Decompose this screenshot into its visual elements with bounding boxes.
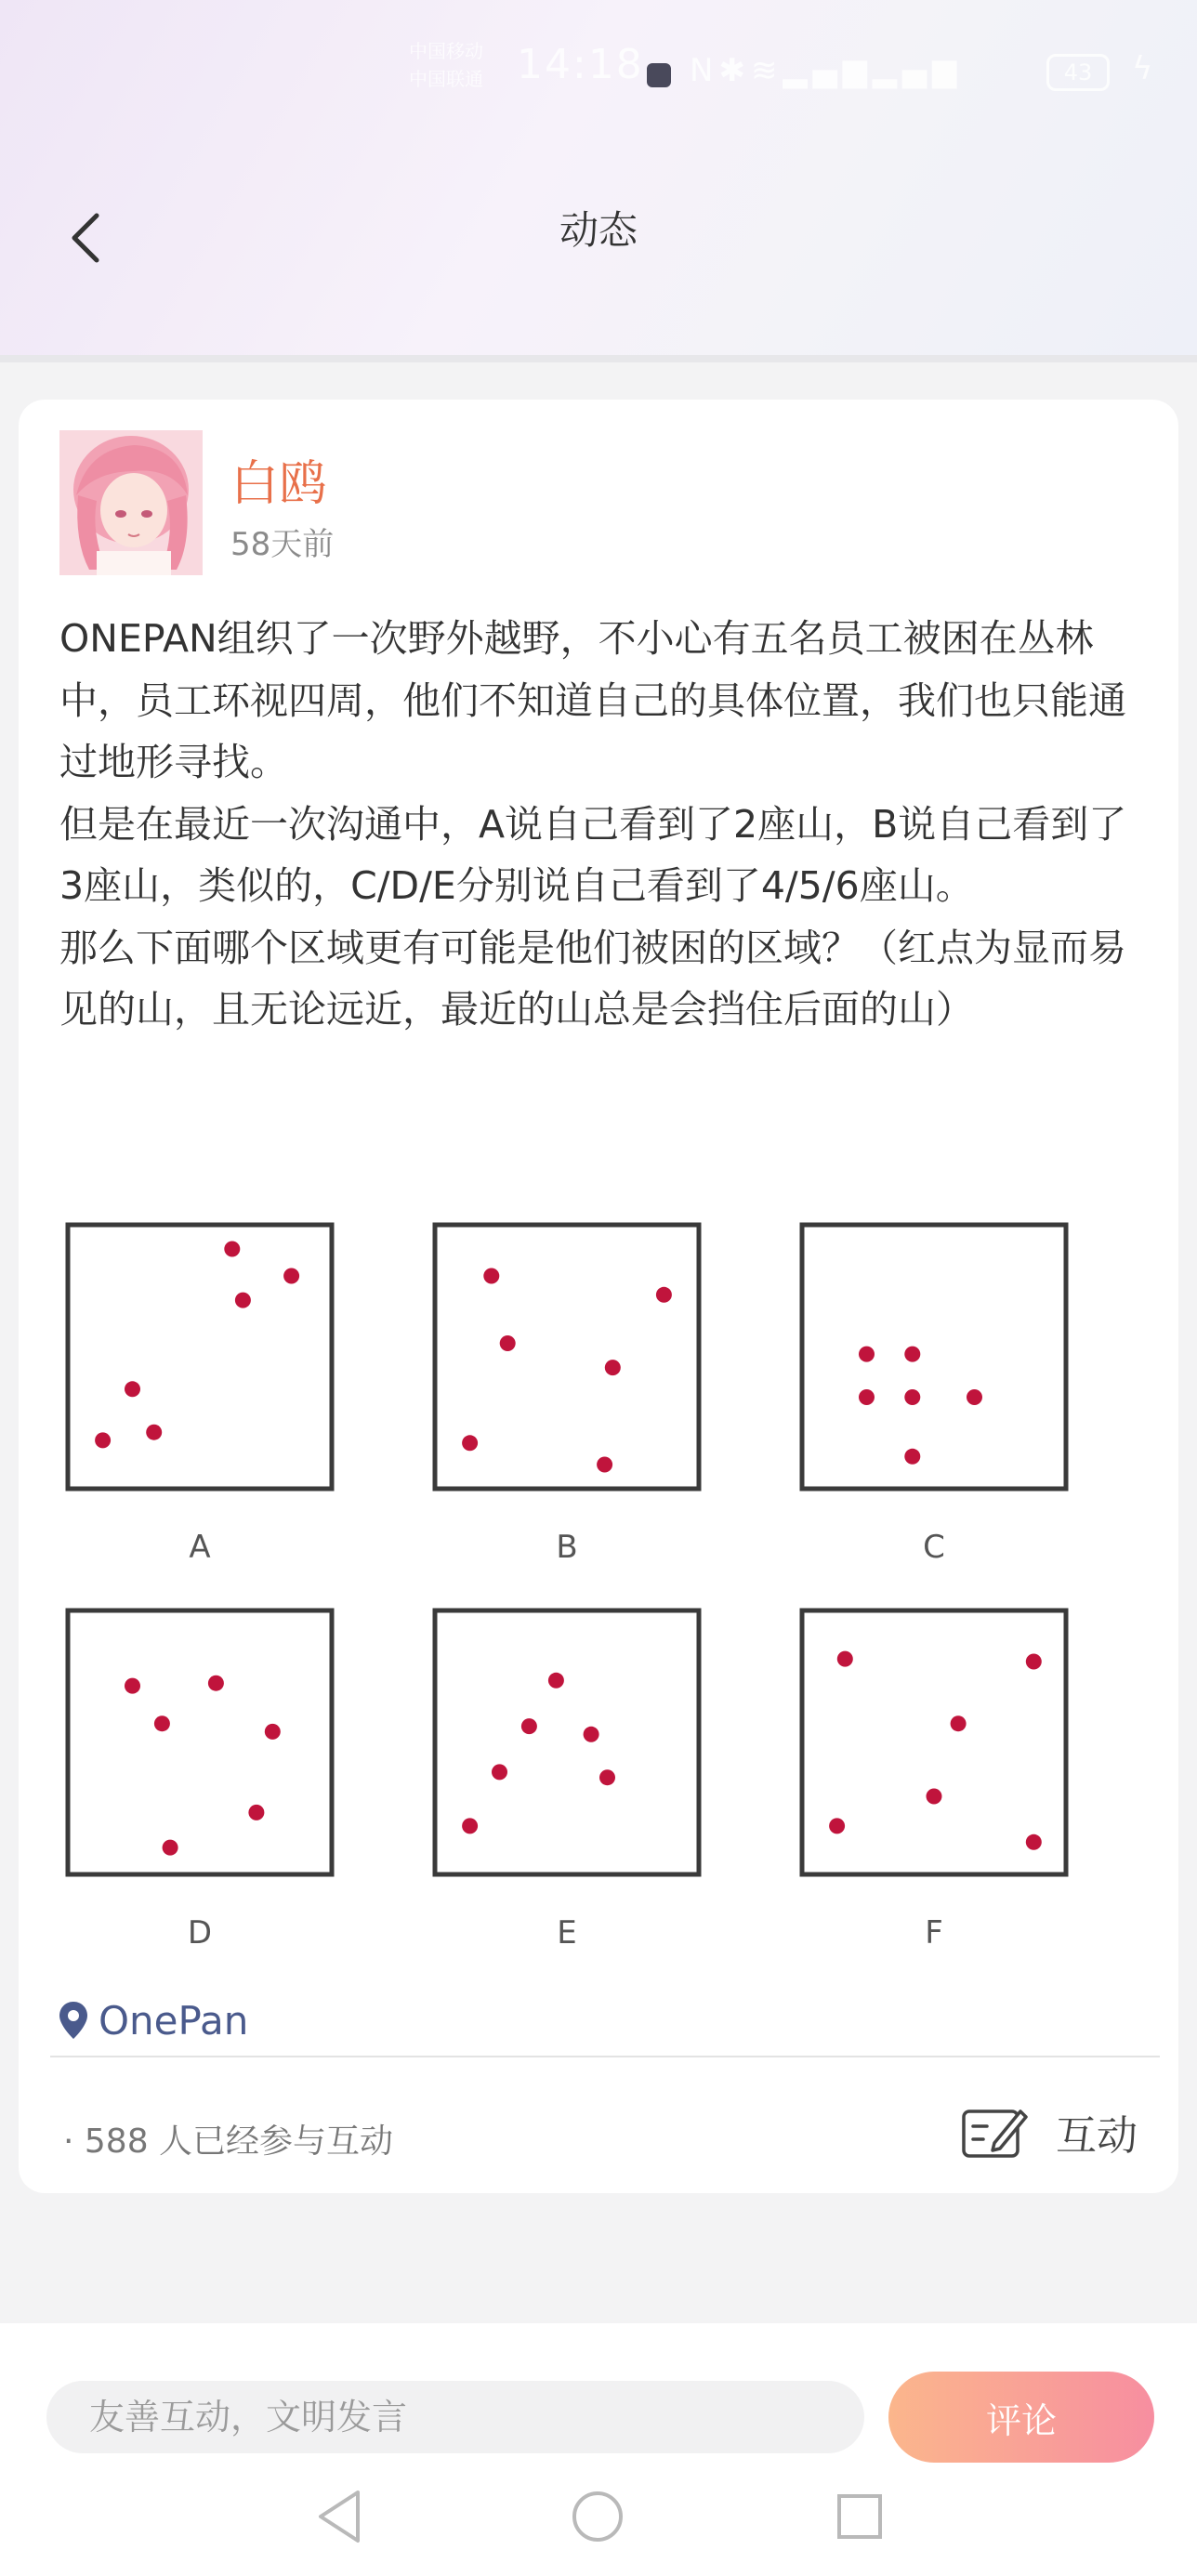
page-title: 动态 [559, 207, 638, 253]
mountain-dot [208, 1676, 224, 1691]
avatar[interactable] [59, 430, 203, 575]
puzzle-figure[interactable] [65, 1208, 1115, 1952]
triangle-back-icon [311, 2487, 367, 2546]
carrier-secondary: 中国联通 [409, 68, 483, 90]
edit-note-icon [961, 2104, 1028, 2160]
mountain-dot [235, 1293, 251, 1308]
mountain-dot [492, 1764, 507, 1780]
bullet-icon: · [63, 2123, 85, 2161]
carrier-primary: 中国移动 [409, 40, 483, 62]
mountain-dot [154, 1715, 170, 1731]
status-icons [690, 52, 962, 89]
puzzle-map [799, 1608, 1069, 1877]
mountain-dot [904, 1389, 920, 1405]
mountain-dot [521, 1718, 537, 1734]
puzzle-border [435, 1610, 699, 1874]
mountain-dot [656, 1287, 672, 1303]
mountain-dot [951, 1715, 967, 1731]
mountain-dot [599, 1769, 615, 1785]
wifi-icon: ≋ [750, 52, 783, 89]
post-paragraph: 但是在最近一次沟通中，A说自己看到了2座山，B说自己看到了3座山，类似的，C/D/E分别说自己看到了4/5/6座山。 [59, 801, 1127, 908]
mountain-dot [1026, 1654, 1042, 1670]
signal-icon: ▂▄▆ [872, 52, 963, 89]
interact-label: 互动 [1056, 2112, 1138, 2160]
mountain-dot [500, 1335, 516, 1351]
mountain-dot [146, 1425, 162, 1440]
bluetooth-icon: ✱ [718, 52, 751, 89]
circle-home-icon [568, 2487, 627, 2546]
location-pin-icon [58, 2000, 89, 2041]
mountain-dot [462, 1435, 478, 1451]
mountain-dot [927, 1789, 942, 1805]
puzzle-option-e [432, 1608, 702, 1877]
mountain-dot [125, 1678, 140, 1694]
avatar-image [59, 430, 203, 575]
puzzle-option-a [65, 1222, 335, 1492]
mountain-dot [967, 1389, 982, 1405]
comment-input[interactable] [46, 2381, 864, 2453]
mountain-dot [859, 1347, 875, 1362]
puzzle-border [802, 1225, 1066, 1489]
status-bar [0, 37, 1197, 112]
carrier-info [409, 37, 511, 93]
signal-icon: ▂▄▆ [783, 52, 873, 89]
charging-icon: ϟ [1132, 50, 1153, 87]
location-tag[interactable] [58, 1994, 248, 2046]
mountain-dot [125, 1381, 140, 1397]
puzzle-map [65, 1608, 335, 1877]
puzzle-map [65, 1222, 335, 1492]
puzzle-label-c: C [923, 1529, 945, 1566]
post-paragraph: 那么下面哪个区域更有可能是他们被困的区域？（红点为显而易见的山，且无论远近，最近的山总是会挡住后面的山） [59, 925, 1126, 1032]
puzzle-option-d [65, 1608, 335, 1877]
mountain-dot [837, 1651, 853, 1667]
mountain-dot [829, 1818, 845, 1833]
nav-home-button[interactable] [556, 2483, 639, 2550]
puzzle-label-e: E [557, 1914, 577, 1952]
participant-count [63, 2115, 393, 2162]
square-recents-icon [832, 2489, 888, 2544]
puzzle-border [802, 1610, 1066, 1874]
puzzle-option-b [432, 1222, 702, 1492]
post-text [59, 608, 1147, 1041]
puzzle-label-a: A [189, 1529, 211, 1566]
puzzle-label-b: B [556, 1529, 578, 1566]
mountain-dot [605, 1360, 621, 1375]
mountain-dot [904, 1449, 920, 1465]
notification-icon [647, 63, 671, 87]
nfc-icon: N [690, 52, 719, 89]
puzzle-option-f [799, 1608, 1069, 1877]
nav-recents-button[interactable] [818, 2483, 901, 2550]
mountain-dot [859, 1389, 875, 1405]
puzzle-label-d: D [187, 1914, 213, 1952]
mountain-dot [548, 1673, 564, 1689]
battery-indicator: 43 [1046, 54, 1110, 91]
mountain-dot [248, 1805, 264, 1820]
card-divider [50, 2056, 1160, 2057]
comment-button[interactable]: 评论 [888, 2372, 1154, 2463]
puzzle-border [68, 1225, 332, 1489]
nav-back-button[interactable] [297, 2483, 381, 2550]
mountain-dot [163, 1840, 178, 1856]
author-name[interactable]: 白鸥 [230, 456, 328, 512]
participant-text: 588 人已经参与互动 [84, 2123, 394, 2161]
puzzle-map [432, 1222, 702, 1492]
mountain-dot [95, 1432, 111, 1448]
mountain-dot [483, 1268, 499, 1284]
mountain-dot [265, 1724, 281, 1740]
interact-button[interactable] [961, 2096, 1138, 2167]
mountain-dot [584, 1727, 599, 1742]
mountain-dot [283, 1268, 299, 1284]
mountain-dot [904, 1347, 920, 1362]
mountain-dot [1026, 1834, 1042, 1850]
mountain-dot [224, 1242, 240, 1257]
puzzle-map [799, 1222, 1069, 1492]
status-time: 14:18 [517, 41, 644, 88]
header-divider [0, 355, 1197, 362]
mountain-dot [462, 1818, 478, 1833]
mountain-dot [597, 1457, 612, 1473]
location-name: OnePan [99, 1997, 249, 2044]
puzzle-option-c [799, 1222, 1069, 1492]
puzzle-border [68, 1610, 332, 1874]
puzzle-map [432, 1608, 702, 1877]
post-paragraph: ONEPAN组织了一次野外越野，不小心有五名员工被困在丛林中，员工环视四周，他们不知道自己的具体位置，我们也只能通过地形寻找。 [59, 616, 1126, 784]
puzzle-label-f: F [925, 1914, 943, 1952]
post-time: 58天前 [230, 526, 335, 563]
